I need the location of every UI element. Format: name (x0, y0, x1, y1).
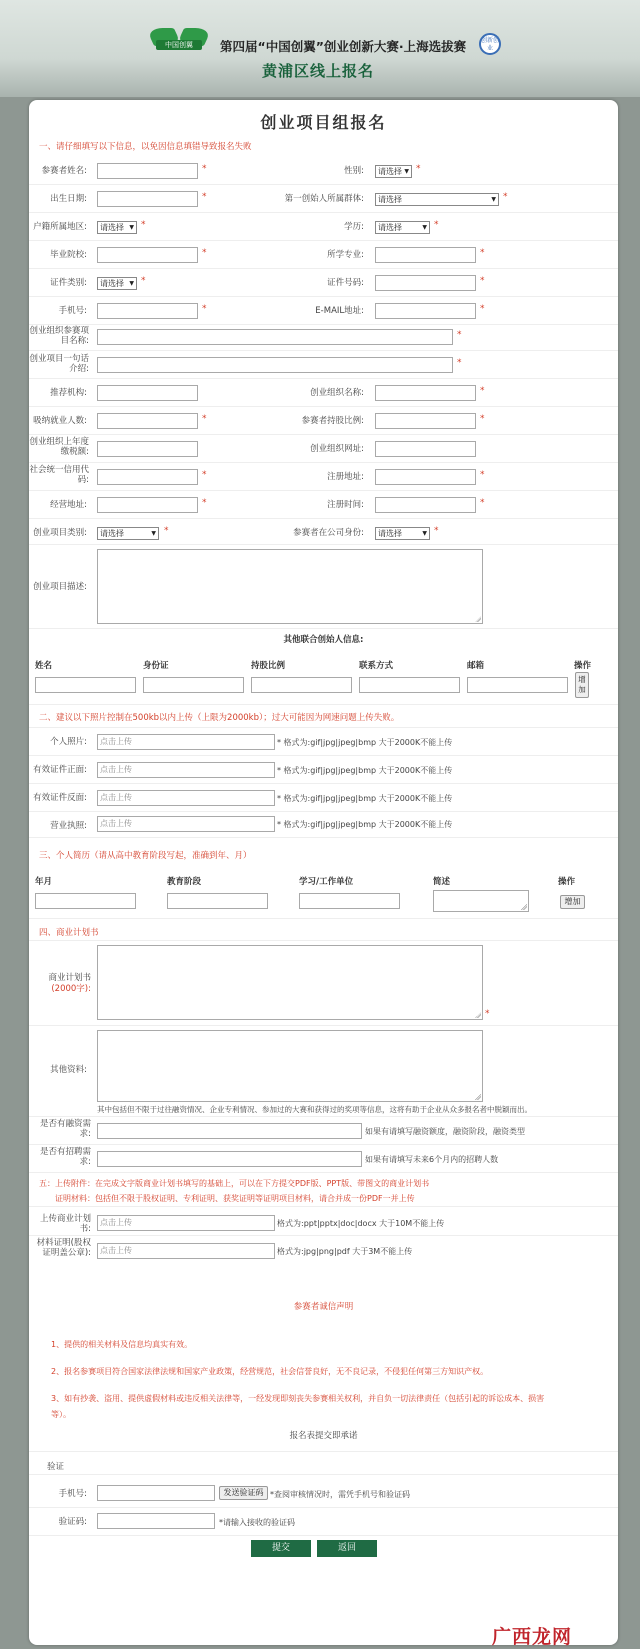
share-input[interactable] (375, 413, 476, 429)
send-code-button[interactable]: 发送验证码 (219, 1486, 268, 1500)
recruit-input[interactable] (97, 1151, 362, 1167)
required-star: * (480, 304, 485, 314)
required-star: * (164, 526, 169, 536)
hukou-label: 户籍所属地区: (33, 222, 87, 232)
projname-label: 创业组织参赛项目名称: (29, 326, 89, 346)
recommend-input[interactable] (97, 385, 198, 401)
website-input[interactable] (375, 441, 476, 457)
code-input[interactable] (97, 1513, 215, 1529)
upload-proof-hint: 格式为:jpg|png|pdf 大于3M不能上传 (277, 1247, 413, 1256)
col-name: 姓名 (35, 661, 53, 671)
honesty-item-2: 2、报名参赛项目符合国家法律法规和国家产业政策，经营规范，社会信誉良好，无不良记录，不侵犯任何第三方知识产权。 (51, 1367, 489, 1376)
seal-logo: 创新创业 (479, 33, 501, 55)
projname-input[interactable] (97, 329, 453, 345)
honesty-item-3: 3、如有抄袭、盗用、提供虚假材料或违反相关法律等，一经发现即刻丧失参赛相关权利，并自负一切法律责任（包括引起的诉讼成本、损害 (51, 1394, 545, 1403)
section-5-line2: 证明材料：包括但不限于股权证明、专利证明、获奖证明等证明项目材料，请合并成一份PDF一并上传 (55, 1194, 415, 1203)
upload-idfront-hint: * 格式为:gif|jpg|jpeg|bmp 大于2000K不能上传 (277, 766, 453, 775)
cofounder-email-input[interactable] (467, 677, 568, 693)
major-input[interactable] (375, 247, 476, 263)
section-2-title: 二、建议以下照片控制在500kb以内上传（上限为2000kb）；过大可能因为网速问题上传失败。 (39, 713, 400, 723)
verify-phone-hint: *查阅审核情况时，需凭手机号和验证码 (270, 1490, 410, 1499)
required-star: * (457, 330, 462, 340)
logo (150, 28, 208, 54)
idtype-label: 证件类别: (50, 278, 87, 288)
gender-label: 性别: (344, 166, 364, 176)
required-star: * (480, 276, 485, 286)
upload-idback-label: 有效证件反面: (33, 793, 87, 803)
upload-plan-label: 上传商业计划书: (39, 1214, 91, 1234)
required-star: * (434, 220, 439, 230)
col-share: 持股比例 (251, 661, 286, 671)
orgname-input[interactable] (375, 385, 476, 401)
desc-label: 创业项目描述: (33, 582, 87, 592)
oneline-label: 创业项目一句话介绍: (29, 354, 89, 374)
required-star: * (416, 164, 421, 174)
school-input[interactable] (97, 247, 198, 263)
required-star: * (202, 192, 207, 202)
name-label: 参赛者姓名: (41, 166, 87, 176)
role-label: 参赛者在公司身份: (293, 528, 364, 538)
employ-input[interactable] (97, 413, 198, 429)
email-label: E-MAIL地址: (315, 306, 364, 316)
recruit-hint: 如果有请填写未来6个月内的招聘人数 (365, 1155, 499, 1164)
col-idcard: 身份证 (143, 661, 169, 671)
required-star: * (141, 220, 146, 230)
col-email: 邮箱 (467, 661, 485, 671)
upload-photo-input[interactable]: 点击上传 (97, 734, 275, 750)
category-label: 创业项目类别: (33, 528, 87, 538)
section-3-title: 三、个人简历（请从高中教育阶段写起，准确到年、月） (39, 851, 252, 861)
plan-textarea[interactable] (97, 945, 483, 1020)
upload-idback-input[interactable]: 点击上传 (97, 790, 275, 806)
required-star: * (202, 414, 207, 424)
required-star: * (480, 470, 485, 480)
required-star: * (202, 164, 207, 174)
edu-select[interactable]: 请选择 ▼ (375, 221, 430, 234)
upload-photo-label: 个人照片: (50, 737, 87, 747)
honesty-item-3-cont: 等）。 (51, 1410, 71, 1419)
required-star: * (141, 276, 146, 286)
cofounder-idcard-input[interactable] (143, 677, 244, 693)
upload-idfront-input[interactable]: 点击上传 (97, 762, 275, 778)
birth-input[interactable] (97, 191, 198, 207)
major-label: 所学专业: (327, 250, 364, 260)
upload-proof-label: 材料证明(股权证明盖公章): (36, 1238, 91, 1258)
upload-plan-input[interactable]: 点击上传 (97, 1215, 275, 1231)
birth-label: 出生日期: (50, 194, 87, 204)
required-star: * (503, 192, 508, 202)
plan-label: 商业计划书 (48, 973, 91, 983)
other-textarea[interactable] (97, 1030, 483, 1102)
hukou-select[interactable]: 请选择 ▼ (97, 221, 137, 234)
finance-hint: 如果有请填写融资额度，融资阶段，融资类型 (365, 1127, 525, 1136)
required-star: * (457, 358, 462, 368)
phone-label: 手机号: (58, 306, 87, 316)
bizaddr-input[interactable] (97, 497, 198, 513)
website-label: 创业组织网址: (310, 444, 364, 454)
email-input[interactable] (375, 303, 476, 319)
header-banner (0, 0, 640, 97)
upload-plan-hint: 格式为:ppt|pptx|doc|docx 大于10M不能上传 (277, 1219, 445, 1228)
idno-input[interactable] (375, 275, 476, 291)
cofounder-contact-input[interactable] (359, 677, 460, 693)
resume-unit-input[interactable] (299, 893, 400, 909)
regtime-label: 注册时间: (327, 500, 364, 510)
required-star: * (480, 414, 485, 424)
role-select[interactable]: 请选择 ▼ (375, 527, 430, 540)
required-star: * (202, 304, 207, 314)
oneline-input[interactable] (97, 357, 453, 373)
upload-photo-hint: * 格式为:gif|jpg|jpeg|bmp 大于2000K不能上传 (277, 738, 453, 747)
category-select[interactable]: 请选择 ▼ (97, 527, 159, 540)
cofounder-name-input[interactable] (35, 677, 136, 693)
required-star: * (202, 470, 207, 480)
verify-phone-input[interactable] (97, 1485, 215, 1501)
required-star: * (202, 498, 207, 508)
phone-input[interactable] (97, 303, 198, 319)
form-card (29, 100, 618, 1645)
upload-license-input[interactable]: 点击上传 (97, 816, 275, 832)
resume-col-stage: 教育阶段 (167, 877, 202, 887)
section-1-title: 一、请仔细填写以下信息，以免因信息填错导致报名失败 (39, 142, 252, 152)
upload-license-label: 营业执照: (50, 821, 87, 831)
required-star: * (202, 248, 207, 258)
regaddr-input[interactable] (375, 469, 476, 485)
resume-col-unit: 学习/工作单位 (299, 877, 354, 887)
upload-license-hint: * 格式为:gif|jpg|jpeg|bmp 大于2000K不能上传 (277, 820, 453, 829)
bizaddr-label: 经营地址: (50, 500, 87, 510)
resume-col-summary: 简述 (433, 877, 451, 887)
form-title: 创业项目组报名 (260, 113, 387, 132)
required-star: * (480, 498, 485, 508)
cofounder-share-input[interactable] (251, 677, 352, 693)
finance-label: 是否有融资需求: (39, 1119, 91, 1139)
cofounders-title: 其他联合创始人信息: (283, 635, 364, 645)
col-contact: 联系方式 (359, 661, 394, 671)
desc-textarea[interactable] (97, 549, 483, 624)
idtype-select[interactable]: 请选择 ▼ (97, 277, 137, 290)
required-star: * (434, 526, 439, 536)
regtime-input[interactable] (375, 497, 476, 513)
watermark: 广西龙网 (492, 1626, 573, 1648)
gender-select[interactable]: 请选择 ▼ (375, 165, 412, 178)
add-cofounder-button[interactable]: 增加 (575, 672, 589, 698)
share-label: 参赛者持股比例: (301, 416, 364, 426)
plan-limit: (2000字): (51, 984, 91, 994)
resume-date-input[interactable] (35, 893, 136, 909)
honesty-title: 参赛者诚信声明 (293, 1302, 354, 1312)
verify-phone-label: 手机号: (58, 1489, 87, 1499)
other-hint: 其中包括但不限于过往融资情况、企业专利情况、参加过的大赛和获得过的奖项等信息，这将有助于企业从众多报名者中脱颖而出。 (97, 1105, 532, 1114)
verify-title: 验证 (47, 1462, 65, 1472)
add-resume-button[interactable]: 增加 (560, 895, 585, 909)
tax-input[interactable] (97, 441, 198, 457)
code-hint: *请输入接收的验证码 (219, 1518, 295, 1527)
resume-col-action: 操作 (558, 877, 576, 887)
group-label: 第一创始人所属群体: (284, 194, 364, 204)
banner-title: 第四届“中国创翼”创业创新大赛·上海选拔赛 (220, 39, 467, 54)
logo-text: 中国创翼 (156, 40, 202, 50)
recommend-label: 推荐机构: (50, 388, 87, 398)
upload-idfront-label: 有效证件正面: (33, 765, 87, 775)
regaddr-label: 注册地址: (327, 472, 364, 482)
required-star: * (480, 248, 485, 258)
col-action: 操作 (574, 661, 592, 671)
upload-idback-hint: * 格式为:gif|jpg|jpeg|bmp 大于2000K不能上传 (277, 794, 453, 803)
honesty-item-1: 1、提供的相关材料及信息均真实有效。 (51, 1340, 193, 1349)
idno-label: 证件号码: (327, 278, 364, 288)
finance-input[interactable] (97, 1123, 362, 1139)
credit-input[interactable] (97, 469, 198, 485)
resume-summary-textarea[interactable] (433, 890, 529, 912)
credit-label: 社会统一信用代码: (29, 465, 89, 485)
submit-button[interactable]: 提交 (251, 1540, 311, 1557)
resume-col-date: 年月 (35, 877, 53, 887)
honesty-footer: 报名表提交即承诺 (289, 1431, 358, 1441)
back-button[interactable]: 返回 (317, 1540, 377, 1557)
school-label: 毕业院校: (50, 250, 87, 260)
resume-stage-input[interactable] (167, 893, 268, 909)
section-4-title: 四、商业计划书 (39, 928, 99, 938)
name-input[interactable] (97, 163, 198, 179)
required-star: * (480, 386, 485, 396)
employ-label: 吸纳就业人数: (33, 416, 87, 426)
upload-proof-input[interactable]: 点击上传 (97, 1243, 275, 1259)
other-label: 其他资料: (50, 1065, 87, 1075)
code-label: 验证码: (58, 1517, 87, 1527)
tax-label: 创业组织上年度缴税额: (29, 437, 89, 457)
recruit-label: 是否有招聘需求: (39, 1147, 91, 1167)
section-5-line1: 五：上传附件：在完成文字版商业计划书填写的基础上，可以在下方提交PDF版、PPT版、带图文的商业计划书 (39, 1179, 430, 1188)
banner-subtitle: 黄浦区线上报名 (262, 62, 375, 80)
orgname-label: 创业组织名称: (310, 388, 364, 398)
edu-label: 学历: (344, 222, 364, 232)
group-select[interactable]: 请选择 ▼ (375, 193, 499, 206)
required-star: * (485, 1009, 490, 1019)
